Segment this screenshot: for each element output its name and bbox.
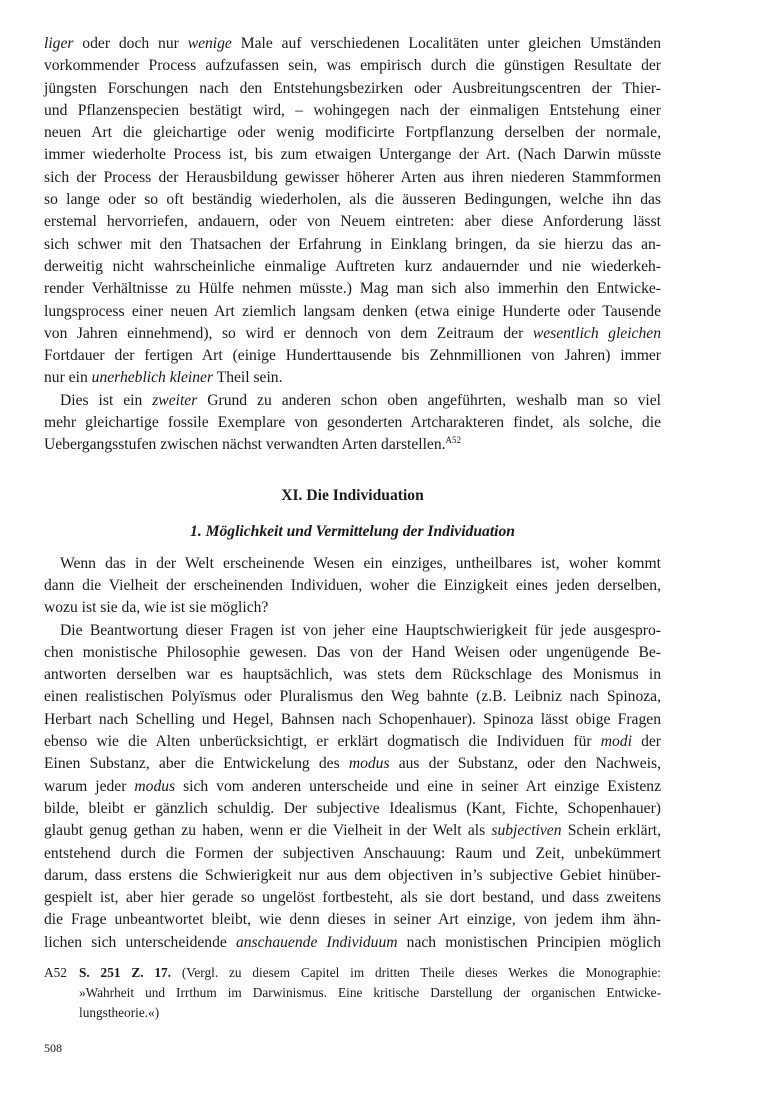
text-run: antworten derselben war es hauptsächlich, was stets dem Rückschlage des Monismus in (44, 666, 661, 684)
text-line (44, 731, 661, 753)
page-body (44, 33, 661, 954)
text-run: aus der Substanz, oder den Nachweis, (389, 755, 662, 773)
text-run: warum jeder (44, 777, 135, 795)
text-run: jüngsten Forschungen nach den Entstehungsbezirken oder Ausbreitungscentren der Thier- (44, 79, 661, 97)
section-title: 1. Möglichkeit und Vermittelung der Individuation (190, 522, 515, 540)
text-run: neuen Art die gleichartige oder wenig modificirte Fortpflanzung derselben der normale, (44, 124, 661, 142)
text-run: gespielt ist, aber hier gerade so ungelöst fortbesteht, als sie dort bestand, und dass zweitens (44, 889, 661, 907)
text-run: Grund zu anderen schon oben angeführten, weshalb man so viel (197, 391, 661, 409)
text-run: modi (600, 733, 632, 751)
text-run: unerheblich kleiner (91, 369, 214, 387)
text-run: darum, dass erstens die Schwierigkeit nur aus dem objectiven in’s subjective Gebiet hinüber- (44, 866, 661, 884)
text-line (79, 983, 661, 1003)
text-run: wozu ist sie da, wie ist sie möglich? (44, 599, 269, 617)
text-run: nur ein (44, 369, 92, 387)
text-run: so lange oder so oft beständig wiederholen, als die äusseren Bedingungen, welche ihn das (44, 191, 661, 209)
text-line (79, 1003, 661, 1023)
text-line (44, 597, 661, 619)
text-line (44, 189, 661, 211)
text-line (44, 664, 661, 686)
text-run: vorkommender Process aufzufassen sein, was empirisch durch die günstigen Resultate der (44, 57, 661, 75)
text-line (44, 55, 661, 77)
paragraph-4 (44, 620, 661, 954)
text-line (44, 78, 661, 100)
text-run: nach monistischen Principien möglich (397, 933, 662, 951)
text-run: lichen sich unterscheidende (44, 933, 236, 951)
text-run: Einen Substanz, aber die Entwickelung des (44, 755, 349, 773)
text-line (44, 345, 661, 367)
text-run: derweitig nicht wahrscheinliche einmalige Auftreten kurz andauernder und nie wiederkeh- (44, 257, 661, 275)
text-line (44, 776, 661, 798)
text-line (44, 887, 661, 909)
text-run: Male auf verschiedenen Localitäten unter gleichen Umständen (231, 35, 661, 52)
text-run: Theil sein. (213, 369, 283, 387)
text-run: »Wahrheit und Irrthum im Darwinismus. Eine kritische Darstellung der organischen Entwicke- (79, 985, 661, 1000)
text-run: Herbart nach Schelling und Hegel, Bahnsen nach Schopenhauer). Spinoza lässt obige Fragen (44, 710, 661, 728)
text-run: einen realistischen Polyïsmus oder Pluralismus den Weg bahnte (z.B. Leibniz nach Spinoza, (44, 688, 661, 706)
text-run: wenige (187, 35, 232, 52)
paragraph-3 (44, 553, 661, 620)
paragraph-2 (44, 390, 661, 457)
text-line (44, 323, 661, 345)
text-run: zweiter (152, 391, 198, 409)
text-line (44, 434, 661, 456)
text-run: S. 251 Z. 17. (79, 965, 171, 980)
text-run: sich schwer mit den Thatsachen der Erfahrung in Einklang bringen, da sie hierzu das an- (44, 235, 661, 253)
text-run: der (631, 733, 661, 751)
text-line (44, 932, 661, 954)
text-run: (Vergl. zu diesem Capitel im dritten Theile dieses Werkes die Monographie: (171, 965, 661, 980)
footnote-label: A52 (44, 965, 67, 980)
text-run: mehr gleichartige fossile Exemplare von gesonderten Artcharakteren findet, als solche, die (44, 414, 661, 432)
text-run: subjectiven (491, 822, 562, 840)
text-line (79, 963, 661, 983)
text-run: ebenso wie die Alten unberücksichtigt, er erklärt dogmatisch die Individuen für (44, 733, 601, 751)
footnote-section (44, 963, 661, 1023)
text-run: liger (44, 35, 74, 52)
text-run: Fortdauer der fertigen Art (einige Hunderttausende bis Zehnmillionen von Jahren) immer (44, 347, 661, 365)
text-line (44, 865, 661, 887)
text-line (44, 390, 661, 412)
text-run: lungsprocess einer neuen Art ziemlich langsam denken (etwa einige Hunderte oder Tausende (44, 302, 661, 320)
footnote-A52 (44, 963, 661, 1023)
text-line (44, 843, 661, 865)
text-line (44, 642, 661, 664)
text-run: immer wiederholte Process ist, bis zum etwaigen Untergange der Art. (Nach Darwin müsste (44, 146, 661, 164)
text-run: modus (348, 755, 390, 773)
text-run: wesentlich gleichen (532, 324, 661, 342)
text-line (44, 367, 661, 389)
text-run: Dies ist ein (60, 391, 153, 409)
text-run: anschauende Individuum (235, 933, 398, 951)
text-line (44, 144, 661, 166)
text-run: bilde, bleibt er gänzlich schuldig. Der subjective Idealismus (Kant, Fichte, Schopenhauer) (44, 799, 661, 817)
text-line (44, 412, 661, 434)
text-run: glaubt genug gethan zu haben, wenn er die Vielheit in der Welt als (44, 822, 492, 840)
text-run: Die Beantwortung dieser Fragen ist von jeher eine Hauptschwierigkeit für jede ausgespro- (60, 621, 661, 639)
text-run: modus (134, 777, 176, 795)
text-line (44, 278, 661, 300)
text-line (44, 211, 661, 233)
text-line (44, 753, 661, 775)
text-line (44, 167, 661, 189)
paragraph-1 (44, 33, 661, 390)
text-run: von Jahren einnehmend), so wird er dennoch von dem Zeitraum der (44, 324, 533, 342)
text-run: und Pflanzenspecien bestätigt wird, – wohingegen nach der einmaligen Entstehung einer (44, 101, 661, 119)
text-run: entstehend durch die Formen der subjectiven Anschauung: Raum und Zeit, unbekümmert (44, 844, 661, 862)
text-run: sich der Process der Herausbildung gewisser höherer Arten aus ihren niederen Stammformen (44, 168, 661, 186)
text-run: die Frage unbeantwortet bleibt, wie denn dieses in seiner Art einzige, von jedem ihm ähn- (44, 911, 661, 929)
text-run: erstemal hervorriefen, andauern, oder von Neuem eintreten: aber diese Anforderung lässt (44, 213, 661, 231)
text-run: dann die Vielheit der erscheinenden Individuen, woher die Einzigkeit eines jeden derselben, (44, 576, 661, 594)
page-number: 508 (44, 1041, 62, 1055)
footnote-marker: A52 (445, 435, 462, 446)
text-line (44, 620, 661, 642)
text-line (44, 909, 661, 931)
text-run: render Verhältnisse zu Hülfe nehmen müsste.) Mag man sich also immerhin den Entwicke- (44, 280, 661, 298)
text-line (44, 256, 661, 278)
text-run: chen monistische Philosophie gewesen. Das von der Hand Weisen oder ungenügende Be- (44, 643, 661, 661)
text-line (44, 709, 661, 731)
text-run: Schein erklärt, (561, 822, 661, 840)
text-line (44, 122, 661, 144)
text-run: sich vom anderen unterscheide und eine in seiner Art einzige Existenz (175, 777, 661, 795)
text-run: Uebergangsstufen zwischen nächst verwandten Arten darstellen. (44, 436, 446, 454)
text-line (44, 575, 661, 597)
text-line (44, 798, 661, 820)
chapter-title: XI. Die Individuation (281, 486, 424, 504)
text-run: Wenn das in der Welt erscheinende Wesen ein einziges, untheilbares ist, woher kommt (60, 554, 661, 572)
text-line (44, 33, 661, 55)
text-line (44, 686, 661, 708)
text-line (44, 301, 661, 323)
text-line (44, 820, 661, 842)
text-line (44, 100, 661, 122)
text-run: oder doch nur (73, 35, 188, 52)
text-line (44, 234, 661, 256)
text-run: lungstheorie.«) (79, 1005, 160, 1020)
text-line (44, 553, 661, 575)
footnote-body (79, 963, 661, 1023)
